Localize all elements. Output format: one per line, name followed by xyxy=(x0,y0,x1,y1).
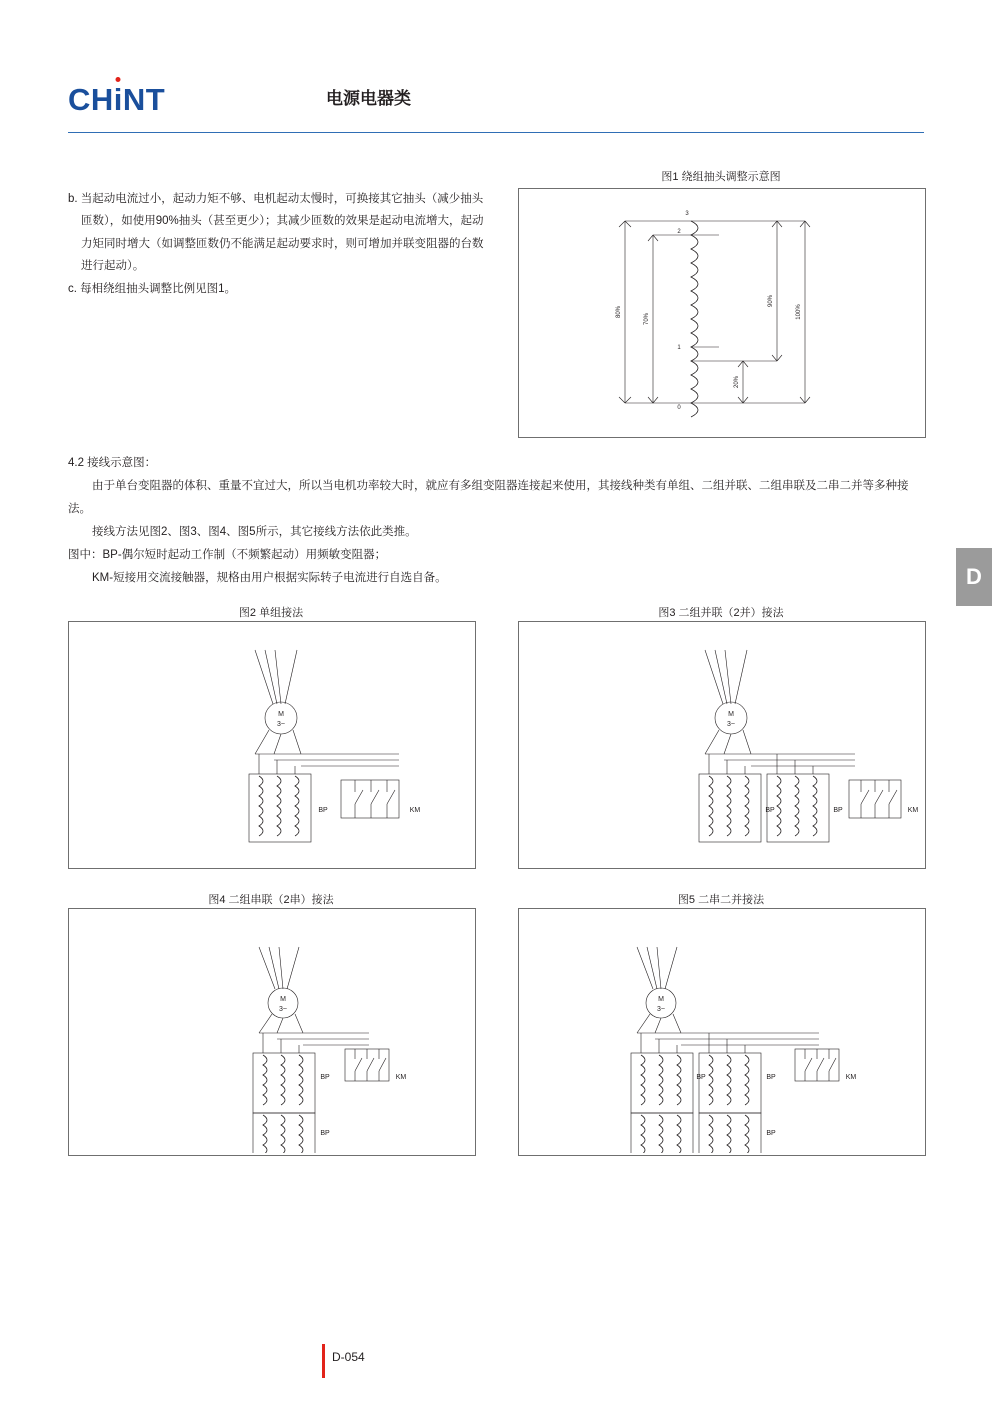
chint-logo xyxy=(68,82,165,118)
figure3-box xyxy=(518,621,926,869)
figure2-motor-phase: 3~ xyxy=(277,721,285,728)
figure2-caption: 图2 单组接法 xyxy=(238,607,304,619)
logo-i-with-dot xyxy=(114,82,123,118)
logo-text-left: CH xyxy=(68,82,114,117)
figure4-bp-label-2: BP xyxy=(320,1130,330,1137)
figure3-diagram xyxy=(519,622,923,866)
figure4-bp-label-1: BP xyxy=(320,1074,330,1081)
figure1-caption: 图1 绕组抽头调整示意图 xyxy=(661,171,781,183)
figure4-motor-label: M xyxy=(280,996,286,1003)
figure1-label-1: 1 xyxy=(677,345,681,351)
figure4-box xyxy=(68,908,476,1156)
figure4-motor-phase: 3~ xyxy=(279,1006,287,1013)
footer-accent-bar xyxy=(322,1344,325,1378)
figure4-diagram xyxy=(69,909,473,1153)
figure5-km-label: KM xyxy=(845,1074,857,1081)
section-4-2-paragraph-2: 接线方法见图2、图3、图4、图5所示，其它接线方法依此类推。 xyxy=(92,526,417,538)
figure4-km-label: KM xyxy=(395,1074,407,1081)
figure3-motor-label: M xyxy=(728,711,734,718)
figure4-caption: 图4 二组串联（2串）接法 xyxy=(208,894,334,906)
figure2-motor-label: M xyxy=(278,711,284,718)
section-4-2-paragraph-3: 图中：BP-偶尔短时起动工作制（不频繁起动）用频敏变阻器； xyxy=(68,549,387,561)
page-number: D-054 xyxy=(332,1350,365,1364)
page-title: 电源电器类 xyxy=(326,89,411,108)
figure2-km-label: KM xyxy=(409,807,421,814)
figure5-motor-phase: 3~ xyxy=(657,1006,665,1013)
left-text-column xyxy=(68,188,488,300)
figure3-caption: 图3 二组并联（2并）接法 xyxy=(658,607,784,619)
figure5-bp-label-1: BP xyxy=(696,1074,706,1081)
figure1-label-80: 80% xyxy=(616,305,622,319)
logo-red-dot-icon xyxy=(116,77,121,82)
page-header xyxy=(68,70,924,140)
figure3-motor-phase: 3~ xyxy=(727,721,735,728)
logo-text-right: NT xyxy=(122,82,166,117)
figure5-bp-label-3: BP xyxy=(766,1130,776,1137)
figure3-bp-label-2: BP xyxy=(833,807,843,814)
figure1-label-20: 20% xyxy=(734,375,740,389)
figure1-label-3: 3 xyxy=(685,211,689,217)
figure3-km-label: KM xyxy=(907,807,919,814)
figure1-label-70: 70% xyxy=(644,312,650,326)
figure5-diagram xyxy=(519,909,923,1153)
paragraph-c: c. 每相绕组抽头调整比例见图1。 xyxy=(68,282,237,295)
section-4-2 xyxy=(68,452,928,590)
section-4-2-paragraph-4: KM-短接用交流接触器，规格由用户根据实际转子电流进行自选自备。 xyxy=(92,572,447,584)
figure5-caption: 图5 二串二并接法 xyxy=(677,894,765,906)
header-divider xyxy=(68,132,924,133)
figure1-label-0: 0 xyxy=(677,405,681,411)
figure1-label-2: 2 xyxy=(677,229,681,235)
section-4-2-heading: 4.2 接线示意图： xyxy=(68,457,157,469)
logo-text-mid: i xyxy=(113,82,123,117)
figure1-label-90: 90% xyxy=(768,294,774,308)
figure5-box xyxy=(518,908,926,1156)
section-4-2-paragraph-1: 由于单台变阻器的体积、重量不宜过大，所以当电机功率较大时，就应有多组变阻器连接起来使用，其接线种类有单组、二组并联、二组串联及二串二并等多种接法。 xyxy=(68,480,909,515)
section-tab-d: D xyxy=(956,548,992,606)
figure5-bp-label-2: BP xyxy=(766,1074,776,1081)
paragraph-b: b. 当起动电流过小，起动力矩不够、电机起动太慢时，可换接其它抽头（减少抽头匝数），如使用90%抽头（甚至更少）；其减少匝数的效果是起动电流增大，起动力矩同时增大（如调整匝数仍不能满足起动要求时，则可增加并联变阻器的台数进行起动）。 xyxy=(68,193,484,273)
figure3-bp-label-1: BP xyxy=(765,807,775,814)
figure1-diagram xyxy=(519,189,923,435)
figure2-box xyxy=(68,621,476,869)
figure2-bp-label: BP xyxy=(318,807,328,814)
figure1-box xyxy=(518,188,926,438)
figure2-diagram xyxy=(69,622,473,866)
figure5-motor-label: M xyxy=(658,996,664,1003)
figure1-label-100: 100% xyxy=(796,304,802,320)
